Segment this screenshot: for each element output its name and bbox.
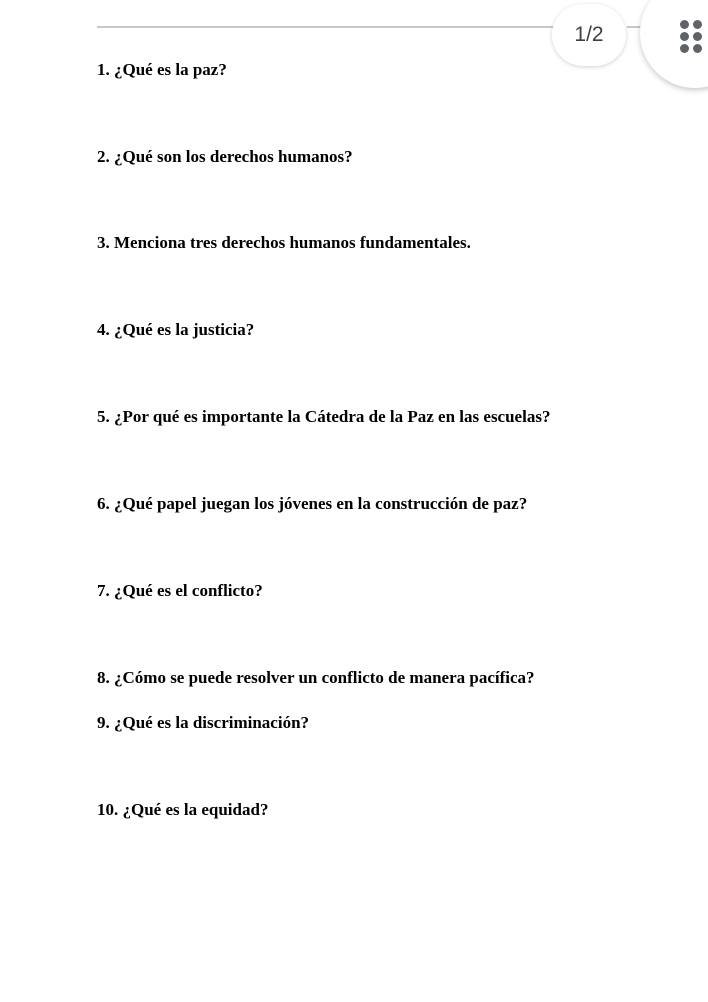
page-indicator: 1/2 (552, 4, 626, 66)
question-3: 3. Menciona tres derechos humanos fundamentales. (97, 233, 471, 252)
dots-grid-icon[interactable] (680, 20, 704, 54)
question-1: 1. ¿Qué es la paz? (97, 60, 227, 79)
question-2: 2. ¿Qué son los derechos humanos? (97, 147, 353, 166)
question-8: 8. ¿Cómo se puede resolver un conflicto de manera pacífica? (97, 668, 535, 687)
question-10: 10. ¿Qué es la equidad? (97, 800, 269, 819)
page-top-rule (97, 26, 555, 28)
question-7: 7. ¿Qué es el conflicto? (97, 581, 263, 600)
question-9: 9. ¿Qué es la discriminación? (97, 713, 310, 732)
page-top-rule-right (627, 26, 641, 28)
question-4: 4. ¿Qué es la justicia? (97, 320, 255, 339)
question-6: 6. ¿Qué papel juegan los jóvenes en la construcción de paz? (97, 494, 528, 513)
question-5: 5. ¿Por qué es importante la Cátedra de la Paz en las escuelas? (97, 407, 551, 426)
